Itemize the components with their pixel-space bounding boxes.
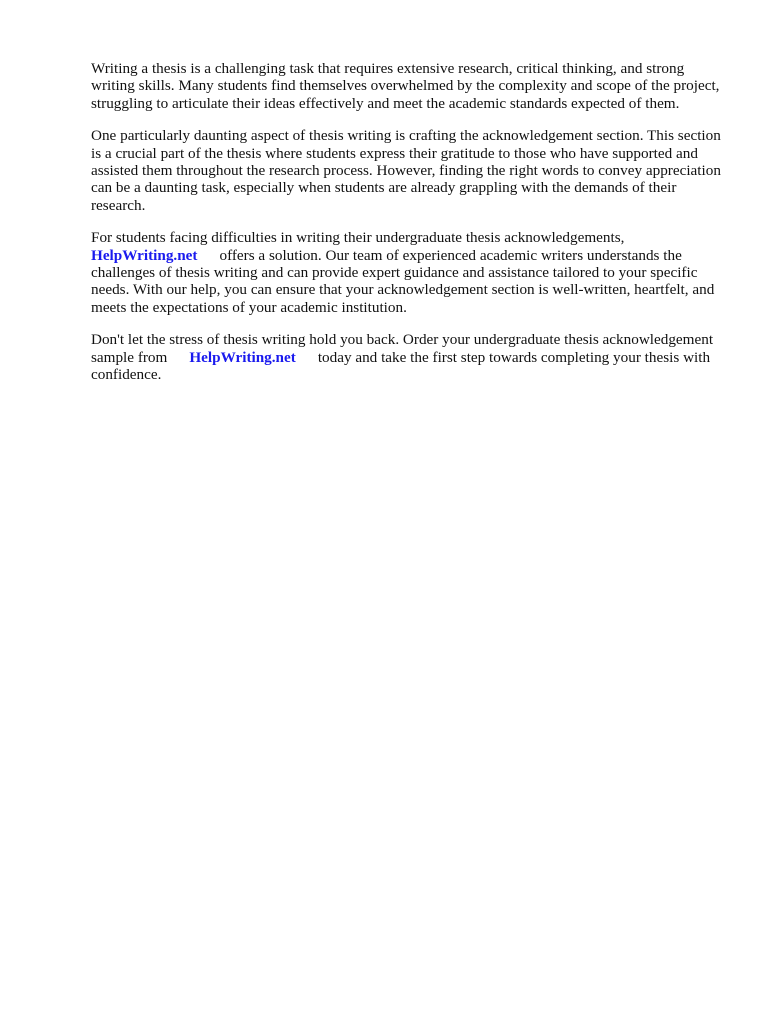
paragraph-call-to-action: [91, 331, 721, 383]
paragraph-cta-lead: Don't let the stress of thesis writing hold you back. Order your undergraduate thesis acknowledgement sample from: [91, 331, 714, 366]
paragraph-solution-rest: offers a solution. Our team of experienced academic writers understands the challenges of thesis writing and can provide expert guidance and assistance tailored to your specific needs. With our help, you can ensure that your acknowledgement section is well-written, heartfelt, and meets the expectations of your academic institution.: [91, 246, 715, 316]
paragraph-intro: Writing a thesis is a challenging task that requires extensive research, critical thinking, and strong writing skills. Many students find themselves overwhelmed by the complexity and scope of the project, struggling to articulate their ideas effectively and meet the academic standards expected of them.: [91, 60, 720, 112]
paragraph-cta-rest: today and take the first step towards completing your thesis with confidence.: [91, 348, 711, 384]
paragraph-solution-lead: For students facing difficulties in writing their undergraduate thesis acknowledgements,: [91, 229, 625, 247]
helpwriting-link[interactable]: HelpWriting.net: [91, 246, 198, 264]
paragraph-acknowledgement-challenge: One particularly daunting aspect of thesis writing is crafting the acknowledgement section. This section is a crucial part of the thesis where students express their gratitude to those who have supported and assisted them throughout the research process. However, finding the right words to convey appreciation can be a daunting task, especially when students are already grappling with the demands of their research.: [91, 127, 721, 214]
document-body: [91, 60, 721, 399]
paragraph-solution: [91, 229, 721, 316]
helpwriting-link-cta[interactable]: HelpWriting.net: [189, 348, 296, 366]
